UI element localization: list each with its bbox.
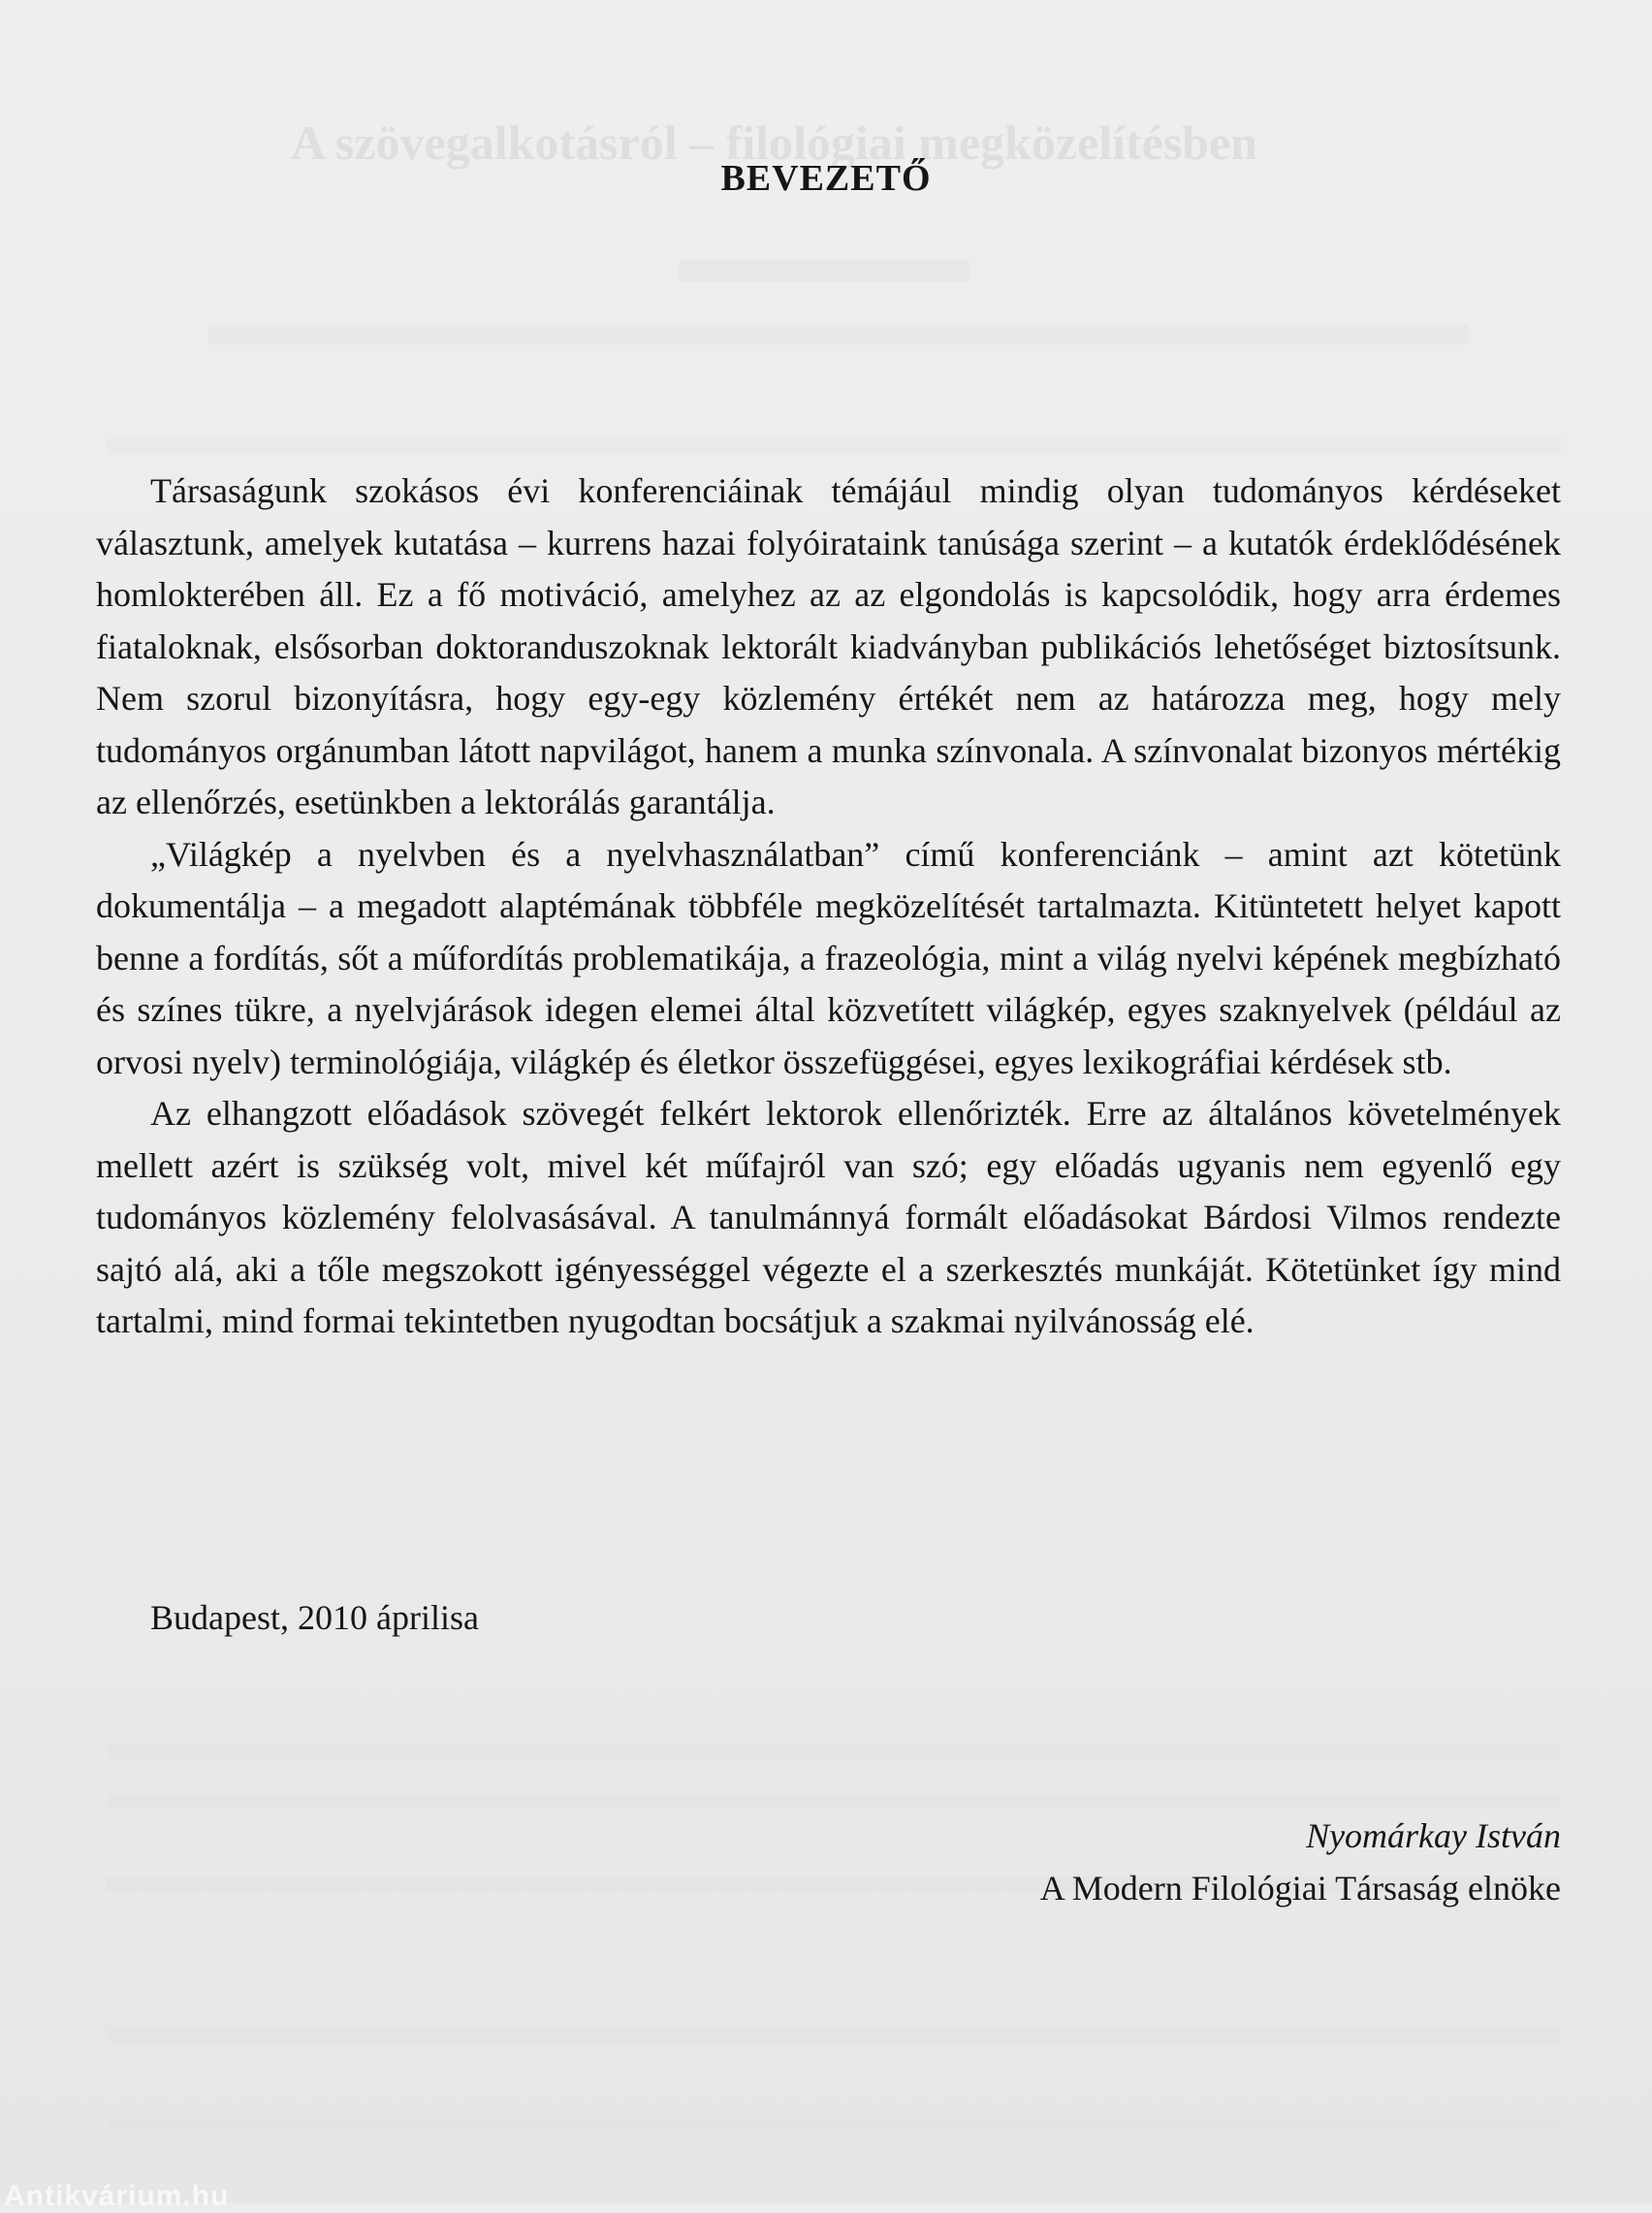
bleed-through-line [679,260,969,281]
paragraph: Társaságunk szokásos évi konferenciáinak témájául mindig olyan tudományos kérdéseket választunk, amelyek kutatása – kurrens hazai folyóirataink tanúsága szerint – a kutatók érdeklődésének homlokterében áll. Ez a fő motiváció, amelyhez az az elgondolás is kapcsolódik, hogy arra érdemes fiataloknak, elsősorban doktoranduszoknak lektorált kiadványban publikációs lehetőséget biztosítsunk. Nem szorul bizonyításra, hogy egy-egy közlemény értékét nem az határozza meg, hogy mely tudományos orgánumban látott napvilágot, hanem a munka színvonala. A színvonalat bizonyos mértékig az ellenőrzés, esetünkben a lektorálás garantálja. [96,471,1561,821]
bleed-through-line [107,1744,1561,1759]
bleed-through-line [107,1794,1561,1810]
bleed-through-line [107,2027,1561,2042]
signature-name: Nyomárkay István [1306,1816,1561,1855]
paragraph: „Világkép a nyelvben és a nyelvhasználatban” című konferenciánk – amint azt kötetünk dokumentálja – a megadott alaptémának többféle megközelítését tartalmazta. Kitüntetett helyet kapott benne a fordítás, sőt a műfordítás problematikája, a frazeológia, mint a világ nyelvi képének megbízható és színes tükre, a nyelvjárások idegen elemei által közvetített világkép, egyes szaknyelvek (például az orvosi nyelv) terminológiája, világkép és életkor összefüggései, egyes lexikográfiai kérdések stb. [96,834,1561,1081]
bleed-through-line [107,438,1561,454]
page-title: BEVEZETŐ [720,158,932,199]
bleed-through-title: A szövegalkotásról – filológiai megközelítésben [291,115,1258,170]
signature-role: A Modern Filológiai Társaság elnöke [1039,1869,1561,1908]
body-text [96,465,1561,1348]
place-date: Budapest, 2010 áprilisa [150,1598,479,1637]
watermark: Antikvárium.hu [4,2180,230,2212]
bleed-through-line [107,2114,1561,2130]
paragraph: Az elhangzott előadások szövegét felkért lektorok ellenőrizték. Erre az általános követelmények mellett azért is szükség volt, mivel két műfajról van szó; egy előadás ugyanis nem egyenlő egy tudományos közlemény felolvasásával. A tanulmánnyá formált előadásokat Bárdosi Vilmos rendezte sajtó alá, aki a tőle megszokott igényességgel végezte el a szerkesztés munkáját. Kötetünket így mind tartalmi, mind formai tekintetben nyugodtan bocsátjuk a szakmai nyilvánosság elé. [96,1094,1561,1340]
signature-block [1040,1810,1561,1914]
bleed-through-line [208,325,1469,344]
